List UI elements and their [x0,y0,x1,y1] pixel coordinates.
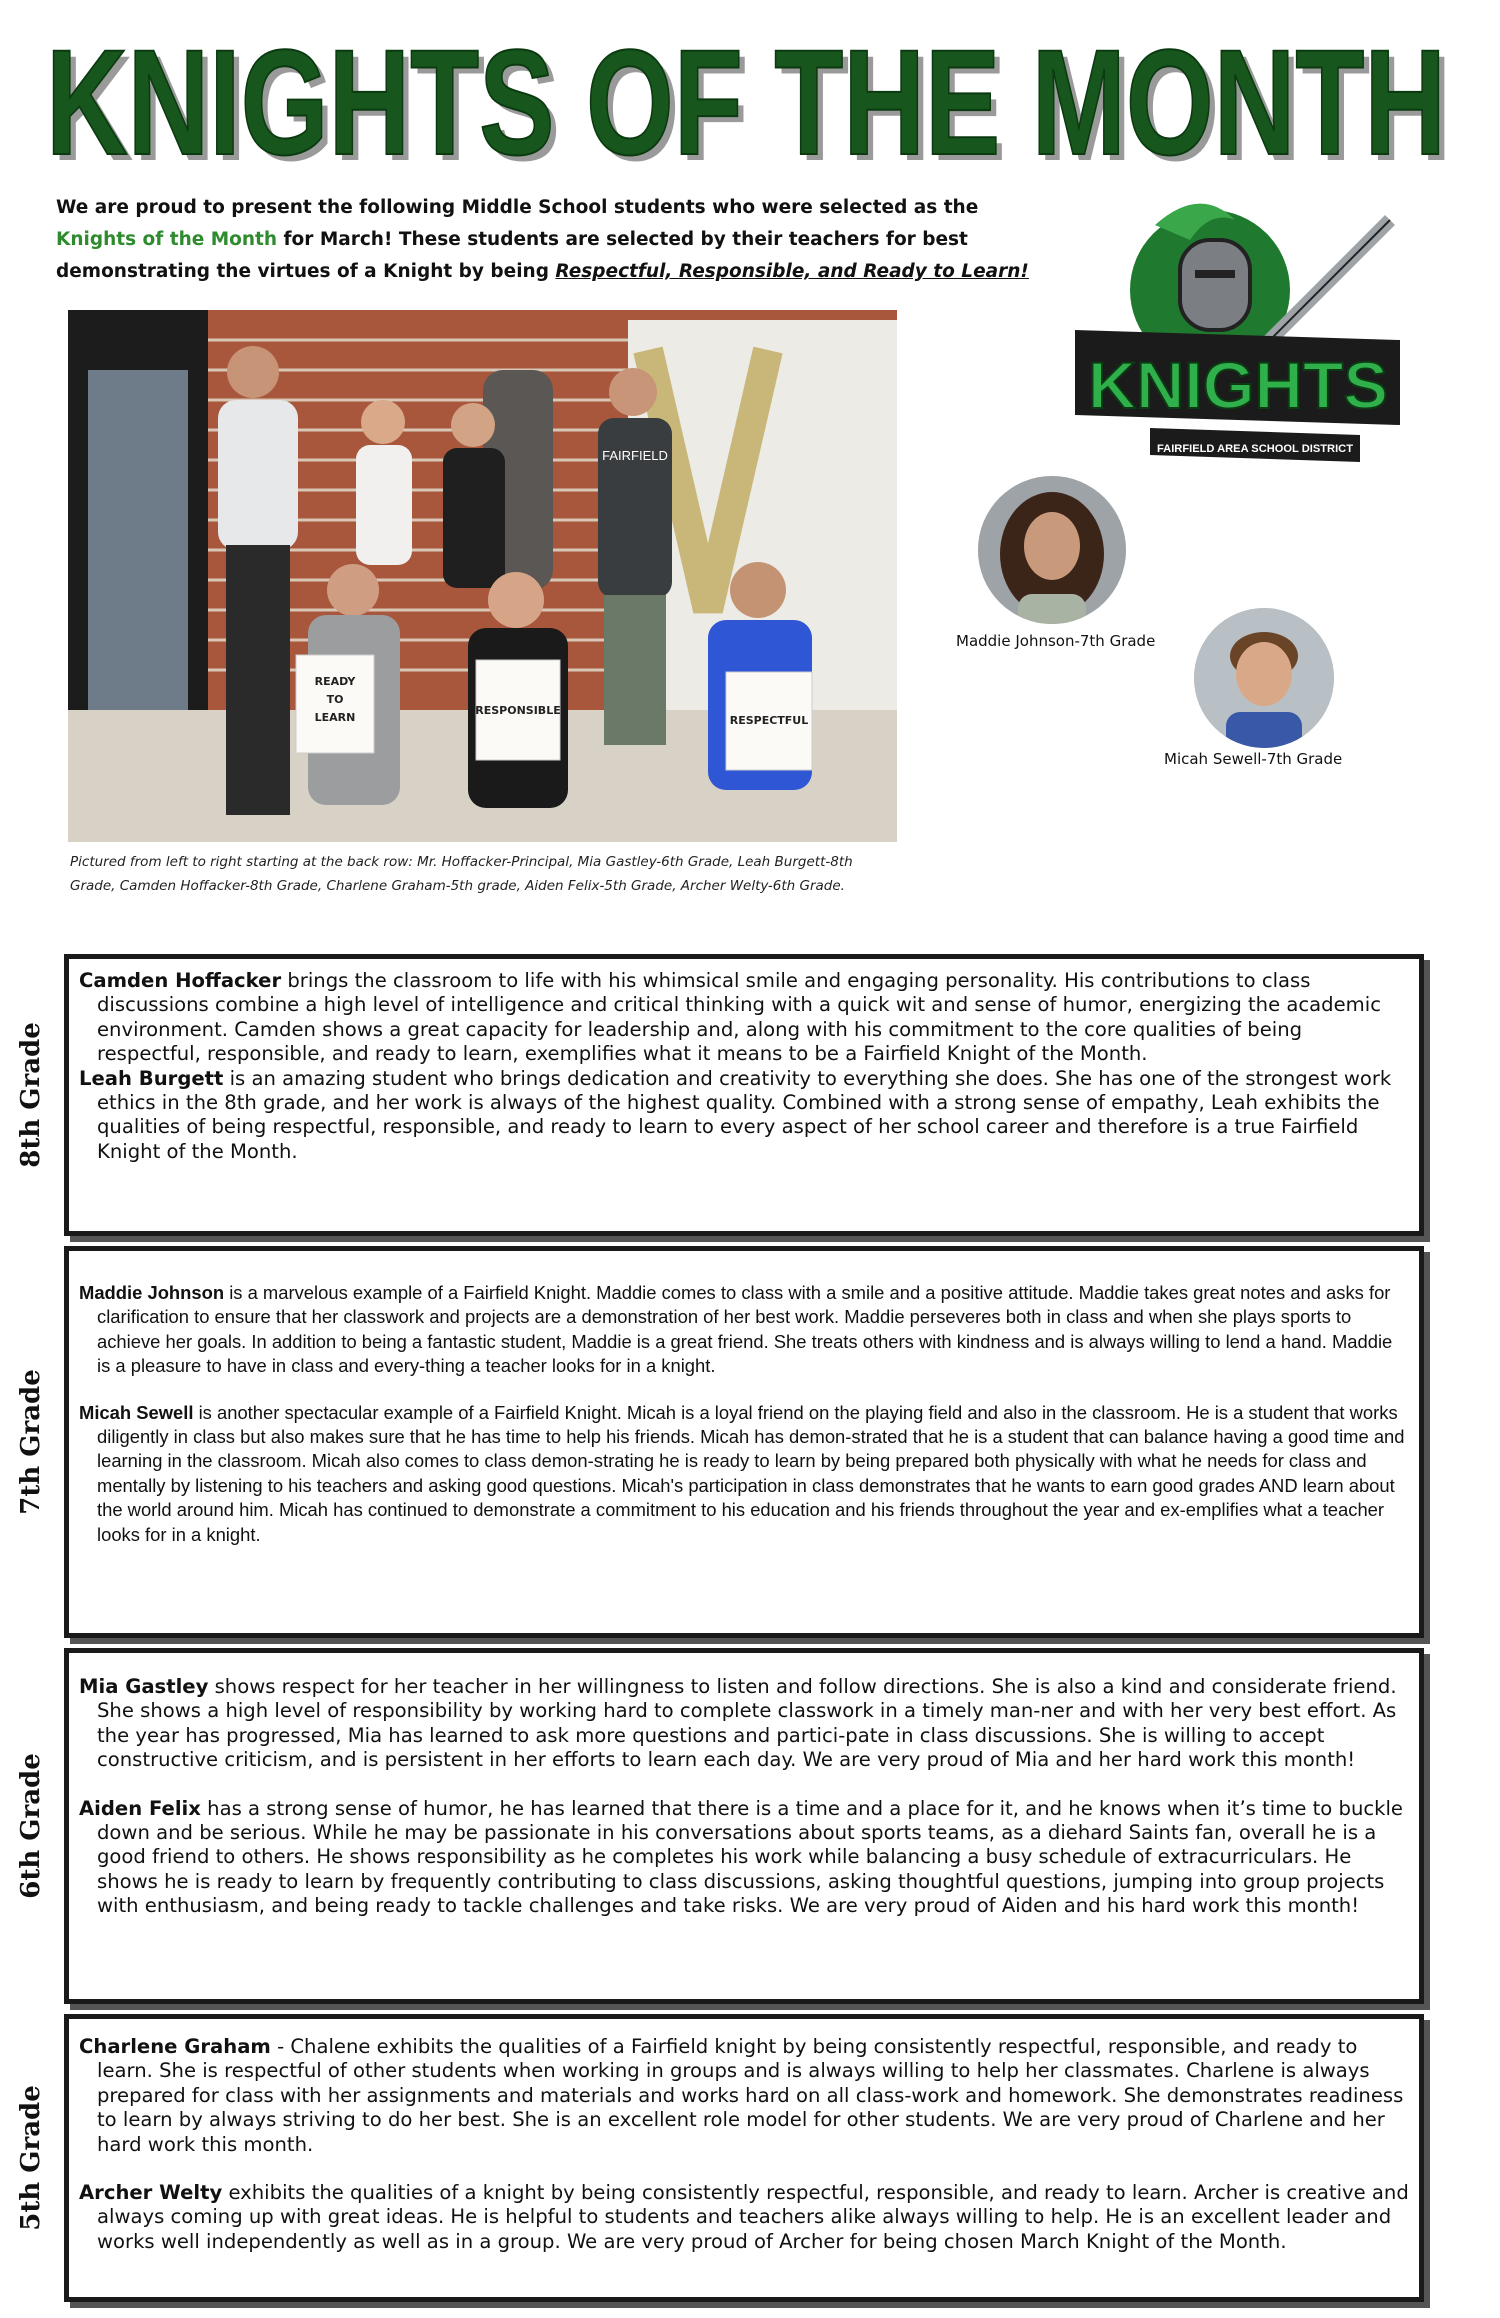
grade-box-8th [16,954,1424,1236]
maddie-johnson-label: Maddie Johnson-7th Grade [956,632,1156,650]
student-entry: Aiden Felix has a strong sense of humor, he has learned that there is a time and a place for it, and he knows when it’s time to buckle down and be serious. While he may be passionate in his conversations about sports teams, as a diehard Saints fan, overall he is a good friend to others. He shows responsibility as he completes his work while balancing a busy schedule of extracurriculars. He shows he is ready to learn by frequently contributing to class discussions, asking thoughtful questions, jumping into group projects with enthusiasm, and being ready to tackle challenges and take risks. We are very proud of Aiden and his hard work this month! [79,1796,1403,1918]
virtues-text: Respectful, Responsible, and Ready to Learn! [555,261,1029,282]
knights-of-month-highlight: Knights of the Month [56,229,278,250]
micah-sewell-label: Micah Sewell-7th Grade [1164,750,1343,768]
student-entry: Charlene Graham - Chalene exhibits the qualities of a Fairfield knight by being consistently respectful, responsible, and ready to learn. She is respectful of other students when working in groups and is always willing to help her classmates. Charlene is always prepared for class with her assignments and materials and works hard on all class-work and homework. She demonstrates readiness to learn by always striving to do her best. She is an excellent role model for other students. We are very proud of Charlene and her hard work this month. [79,2035,1404,2156]
svg-text:READY: READY [314,675,356,688]
micah-sewell-photo [1194,608,1334,748]
knights-logo [1060,180,1430,480]
svg-text:KNIGHTS OF THE MONTH: KNIGHTS OF THE MONTH [52,24,1452,178]
svg-text:RESPECTFUL: RESPECTFUL [729,714,809,727]
student-entry: Archer Welty exhibits the qualities of a knight by being consistently respectful, responsible, and ready to learn. Archer is creative and always coming up with great ideas. He is helpful to students and teachers alike always willing to help. He is an excellent leader and works well independently as well as in a group. We are very proud of Archer for being chosen March Knight of the Month. [79,2181,1409,2253]
group-photo [68,310,897,842]
grade-label: 6th Grade [16,1753,46,1899]
grade-box-6th [16,1648,1424,2004]
svg-text:FAIRFIELD: FAIRFIELD [602,448,668,463]
grade-box-7th [16,1246,1424,1638]
svg-text:KNIGHTS: KNIGHTS [1088,348,1388,422]
month-highlight: March [319,229,384,250]
photo-caption: Pictured from left to right starting at the back row: Mr. Hoffacker-Principal, Mia Gastley-6th Grade, Leah Burgett-8th Grade, Camden Hoffacker-8th Grade, Charlene Graham-5th grade, Aiden Felix-5th Grade, Archer Welty-6th Grade. [70,854,853,894]
intro-text: We are proud to present the following Middle School students who were selected as the Knights of the Month for March! These students are selected by their teachers for best demonstrating the virtues of a Knight by being Respectful, Responsible, and Ready to Learn! [56,197,1029,282]
grade-box-5th [16,2014,1424,2302]
student-entry: Micah Sewell is another spectacular example of a Fairfield Knight. Micah is a loyal friend on the playing field and also in the classroom. He is a student that works diligently in class but also makes sure that he has time to help his friends. Micah has demon-strated that he is a student that can balance having a good time and learning in the classroom. Micah also comes to class demon-strating he is ready to learn by being prepared both physically with what he needs for class and mentally by listening to his teachers and asking good questions. Micah's participation in class demonstrates that he wants to earn good grades AND learn about the world around him. Micah has continued to demonstrate a commitment to his education and his friends throughout the year and ex-emplifies what a teacher looks for in a knight. [79,1401,1405,1545]
svg-text:KNIGHTS OF THE MONTH: KNIGHTS OF THE MONTH [46,18,1446,178]
maddie-johnson-photo [978,476,1126,624]
student-entry: Leah Burgett is an amazing student who brings dedication and creativity to everything she does. She has one of the strongest work ethics in the 8th grade, and her work is always of the highest quality. Combined with a strong sense of empathy, Leah exhibits the qualities of being respectful, responsible, and ready to learn to every aspect of her school career and therefore is a true Fairfield Knight of the Month. [79,1066,1392,1163]
svg-text:FAIRFIELD AREA SCHOOL DISTRICT: FAIRFIELD AREA SCHOOL DISTRICT [1157,443,1354,455]
student-entry: Maddie Johnson is a marvelous example of a Fairfield Knight. Maddie comes to class with a smile and a positive attitude. Maddie takes great notes and asks for clarification to ensure that her classwork and projects are a demonstration of her best work. Maddie perseveres both in class and when she plays sports to achieve her goals. In addition to being a fantastic student, Maddie is a great friend. She treats others with kindness and is always willing to lend a hand. Maddie is a pleasure to have in class and every-thing a teacher looks for in a knight. [79,1282,1393,1377]
svg-text:TO: TO [326,693,344,706]
svg-text:LEARN: LEARN [314,711,356,724]
student-entry: Mia Gastley shows respect for her teacher in her willingness to listen and follow directions. She is also a kind and considerate friend. She shows a high level of responsibility by working hard to complete classwork in a timely man-ner and with her very best effort. As the year has progressed, Mia has learned to ask more questions and partici-pate in class discussions. She is willing to accept constructive criticism, and is persistent in her efforts to learn each day. We are very proud of Mia and her hard work this month! [79,1675,1397,1772]
student-entry: Camden Hoffacker brings the classroom to life with his whimsical smile and engaging personality. His contributions to class discussions combine a high level of intelligence and critical thinking with a quick wit and sense of humor, energizing the academic environment. Camden shows a great capacity for leadership and, along with his commitment to the core qualities of being respectful, responsible, and ready to learn, exemplifies what it means to be a Fairfield Knight of the Month. [79,969,1381,1066]
grade-label: 7th Grade [16,1369,46,1515]
page-title [40,18,1460,178]
grade-label: 8th Grade [16,1022,46,1168]
svg-text:RESPONSIBLE: RESPONSIBLE [475,704,561,717]
grade-label: 5th Grade [16,2085,46,2231]
